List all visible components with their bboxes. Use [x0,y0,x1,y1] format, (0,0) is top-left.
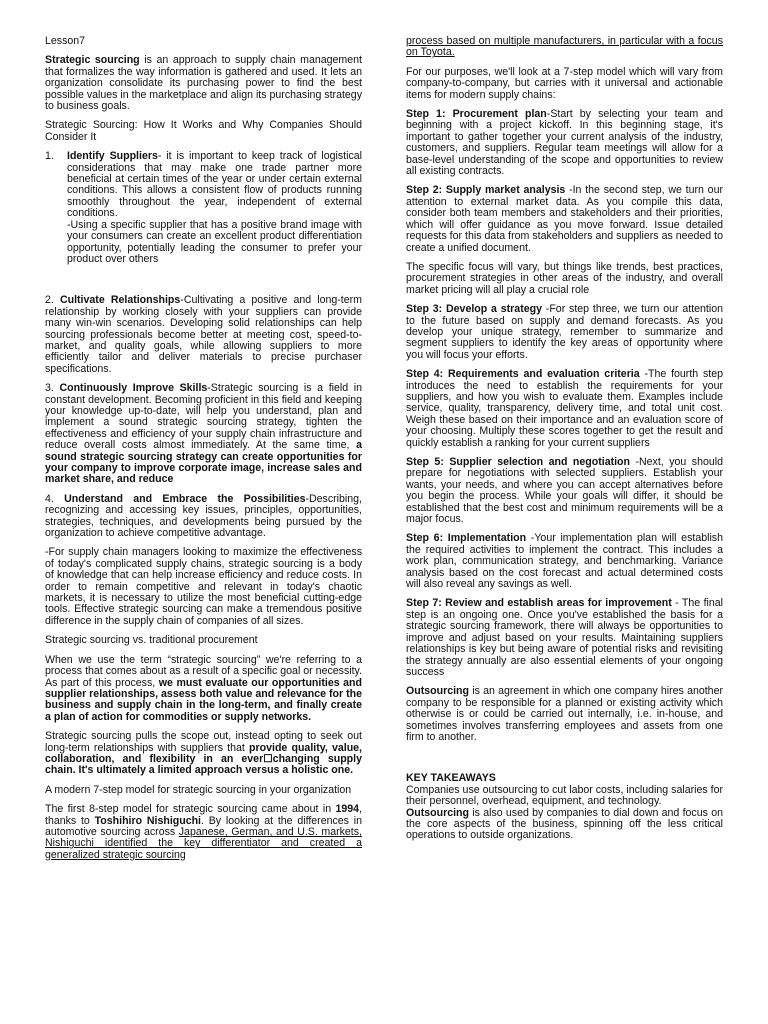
item-term: Continuously Improve Skills [59,382,208,395]
step-title: Step 1: Procurement plan [406,108,547,121]
step-title: Step 2: Supply market analysis [406,184,566,197]
step-title: Step 6: Implementation [406,532,527,545]
item-term: Understand and Embrace the Possibilities [64,492,306,505]
step-title: Step 3: Develop a strategy [406,303,542,316]
intro-term: Strategic sourcing [45,54,140,67]
takeaway-text: is also used by companies to dial down and focus on the core aspects of the business, spinning off the less critical operations to outside organizations. [406,806,723,842]
left-column [45,36,362,869]
person-name: Toshihiro Nishiguchi [94,814,202,827]
year: 1994 [335,803,360,816]
step-7 [406,598,723,678]
list-item-improve-skills [45,383,362,486]
item-text: -Cultivating a positive and long-term relationship by working closely with your suppliers can provide many win-win scenarios. Developing solid relationships can help sourcing professionals become better at meeting cost, speed-to-market, and quality goals, while allowing suppliers to more efficiently tailor and deliver materials to precise purchaser specifications. [45,294,362,375]
list-number: 3. [45,382,60,395]
item-bold-text: a sound strategic sourcing strategy can create opportunities for your company to improve corporate image, increase sales and market share, and reduce [45,439,362,486]
scope-paragraph [45,731,362,777]
intro-paragraph [45,55,362,112]
key-takeaways-title: KEY TAKEAWAYS [406,772,496,785]
para-text: , thanks to [45,803,362,827]
step-2 [406,185,723,253]
item-text: - it is important to keep track of logistical considerations that may make one trade partner more beneficial at certain times of the year or under certain external conditions. This allows a consistent flow of products running smoothly throughout the year, independent of external conditions. [67,150,362,220]
para-text: . By looking at the differences in automotive sourcing across [45,814,362,838]
item-term: Cultivate Relationships [59,294,181,307]
subheading-modern-model: A modern 7-step model for strategic sourcing in your organization [45,783,352,796]
intro-text: is an approach to supply chain management that formalizes the way information is gathered and used. It lets an organization consolidate its purchasing power to find the best possible values in the marketplace and align its purchasing strategy to business goals. [45,54,362,113]
list-number: 1. [45,150,54,163]
item-term: Identify Suppliers [67,150,158,163]
para-text: When we use the term “strategic sourcing” we're referring to a process that comes about as a result of a specific goal or necessity. As part of this process, [45,653,362,689]
para-bold: we must evaluate our opportunities and supplier relationships, assess both value and relevance for the business and supply chain in the long-term, and finally create a plan of action for commodities or supply networks. [45,676,362,723]
subheading-vs: Strategic sourcing vs. traditional procurement [45,634,258,647]
term: Outsourcing [406,685,469,698]
when-we-use-paragraph [45,655,362,723]
para-text: The first 8-step model for strategic sourcing came about in [45,803,336,816]
section-heading: Strategic Sourcing: How It Works and Why Companies Should Consider It [45,119,362,143]
step-6 [406,533,723,590]
step-text: -For step three, we turn our attention to the future based on supply and demand forecasts. As you develop your unique strategy, remember to summarize and segment suppliers to identify the key areas of opportunity where you will focus your efforts. [406,303,724,361]
right-column [406,36,723,842]
step-5 [406,457,723,525]
para-bold: provide quality, value, collaboration, and flexibility in an ever☐changing supply chain. It's ultimately a limited approach versus a holistic one. [45,741,363,777]
seven-step-intro: For our purposes, we'll look at a 7-step model which will vary from company-to-company, but carries with it universal and actionable items for modern supply chains: [406,65,723,101]
step-title: Step 7: Review and establish areas for improvement [406,597,672,610]
outsourcing-definition [406,686,723,743]
list-item-identify-suppliers [45,151,362,265]
lesson-title: Lesson7 [45,35,86,47]
history-paragraph [45,804,362,861]
step-text: -Next, you should prepare for negotiations with selected suppliers. Establish your wants, your needs, and where you can accept alternatives before you begin the process. While your goals will differ, it should be established that the best cost and minimum requirements will be a major focus. [406,456,723,526]
step-text: -In the second step, we turn our attention to external market data. As you compile this data, consider both team members and stakeholders and their priorities, which will offer guidance as you move forward. Issue detailed requests for this data from stakeholders and suppliers as needed to create a unified document. [406,184,723,254]
step-4 [406,369,723,449]
step-text: -Your implementation plan will establish the required activities to implement the contract. This includes a work plan, communication strategy, and benchmarking. Variance analysis based on the cost forecast and actual determined costs will also reveal any savings as well. [406,532,723,591]
key-takeaways [406,773,723,841]
step-title: Step 4: Requirements and evaluation criteria [406,368,640,381]
supply-chain-managers-paragraph: -For supply chain managers looking to maximize the effectiveness of today's complicated supply chains, strategic sourcing is a body of knowledge that can help increase efficiency and reduce costs. In order to remain competitive and relevant in today's chaotic markets, it is necessary to utilize the most beneficial cutting-edge tools. Effective strategic sourcing can make a tremendous positive difference in the supply chain of companies of all sizes. [45,546,362,627]
step-3 [406,304,723,361]
step-text: - The final step is an ongoing one. Once you've established the basis for a strategic sourcing framework, there will always be opportunities to improve and adjust based on your results. Maintaining suppliers relationships is key but being aware of potential risks and revisiting the strategy annually are also essential elements of your ongoing success [406,597,724,678]
step-title: Step 5: Supplier selection and negotiation [406,456,630,468]
step-1 [406,109,723,177]
focus-paragraph: The specific focus will vary, but things like trends, best practices, procurement strategies in other areas of the industry, and overall market pricing will all play a crucial role [406,260,723,296]
step-text: -The fourth step introduces the need to establish the requirements for your suppliers, and how you wish to evaluate them. Examples include service, quality, transparency, delivery time, and total unit cost. Weigh these based on their importance and an evaluation score of your choosing. Multiply these scores together to get the result and quickly establish a ranking for your current suppliers [406,368,723,449]
definition-text: is an agreement in which one company hires another company to be responsible for a planned or existing activity which otherwise is or could be carried out internally, i.e. in-house, and sometimes involves transferring employees and assets from one firm to another. [406,685,723,743]
para-text: Strategic sourcing pulls the scope out, instead opting to seek out long-term relationships with suppliers that [45,730,362,754]
list-number: 4. [45,492,65,505]
spacer [406,751,723,773]
list-item-cultivate-relationships [45,295,362,375]
takeaway-2 [406,808,723,842]
continued-underlined-text: process based on multiple manufacturers, in particular with a focus on Toyota. [406,35,723,59]
item-text-2: -Using a specific supplier that has a positive brand image with your consumers can create an excellent product differentiation opportunity, potentially leading the consumer to prefer your product over others [67,218,362,265]
underlined-text: Japanese, German, and U.S. markets, Nishiguchi identified the key differentiator and created a generalized strategic sourcing [45,825,362,861]
item-text: -Describing, recognizing and accessing key issues, principles, opportunities, strategies, techniques, and developments being pursued by the organization to achieve competitive advantage. [45,492,363,540]
item-text: -Strategic sourcing is a field in constant development. Becoming proficient in this field and keeping your knowledge up-to-date, will help you understand, plan and implement a sound strategic sourcing strategy, tighten the effectiveness and efficiency of your supply chain infrastructure and reduce overall costs almost immediately. At the same time, [45,382,362,452]
term: Outsourcing [406,806,469,819]
list-number: 2. [45,294,60,307]
step-text: -Start by selecting your team and beginning with a project kickoff. In this beginning stage, it's important to gather together your current analysis of the industry, customers, and suppliers. Regular team meetings will allow for a base-level understanding of the scope and opportunities to review all existing contracts. [406,108,723,178]
takeaway-1: Companies use outsourcing to cut labor costs, including salaries for their personnel, overhead, equipment, and technology. [406,783,723,808]
list-item-embrace-possibilities [45,494,362,540]
